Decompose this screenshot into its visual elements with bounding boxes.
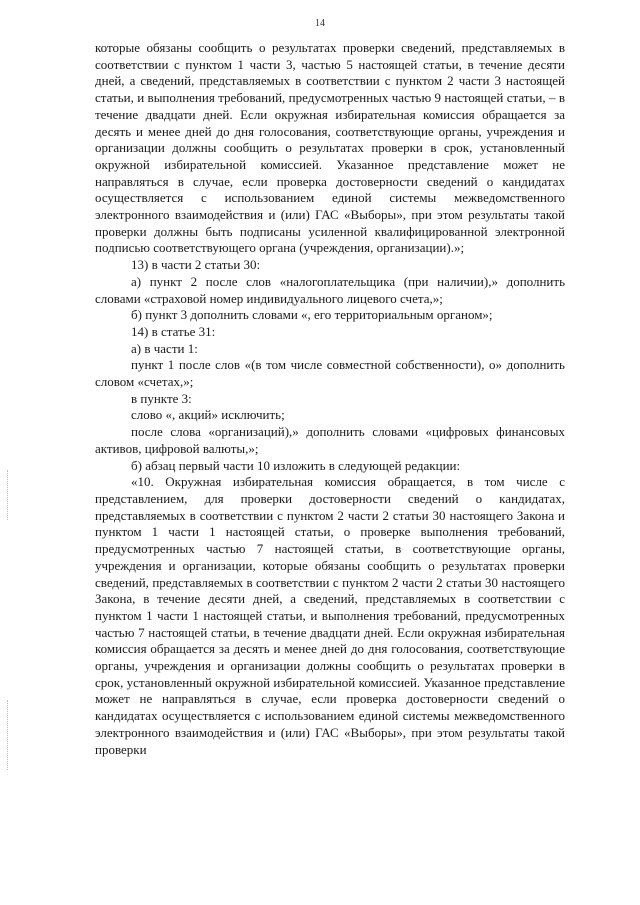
paragraph: «10. Окружная избирательная комиссия обращается, в том числе с представлением, для проверки достоверности сведений о кандидатах, представляемых в соответствии с пунктом 2 части 2 статьи 30 настоящего Закона и пунктом 1 части 1 настоящей статьи, о проверке выполнения требований, предусмотренных частью 7 настоящей статьи, в соответствующие органы, учреждения и организации, которые обязаны сообщить о результатах проверки сведений, представляемых в соответствии с пунктом 2 части 2 статьи 30 настоящего Закона, в течение десяти дней, а сведений, представляемых в соответствии с пунктом 1 части 1 настоящей статьи, и выполнения требований, предусмотренных частью 7 настоящей статьи, в течение двадцати дней. Если окружная избирательная комиссия обращается за десять и менее дней до дня голосования, соответствующие органы, учреждения и организации должны сообщить о результатах проверки в срок, установленный окружной избирательной комиссией. Указанное представление может не направляться в случае, если проверка достоверности сведений о кандидатах осуществляется с использованием единой системы межведомственного электронного взаимодействия и (или) ГАС «Выборы», при этом результаты такой проверки <box>95 474 565 757</box>
paragraph: в пункте 3: <box>131 390 192 406</box>
document-body <box>95 40 565 758</box>
paragraph: б) абзац первый части 10 изложить в следующей редакции: <box>131 457 461 473</box>
paragraph: слово «, акций» исключить; <box>131 407 285 423</box>
scan-edge-marks <box>7 470 10 520</box>
paragraph: а) в части 1: <box>131 340 198 356</box>
paragraph: после слова «организаций),» дополнить словами «цифровых финансовых активов, цифровой валюты,»; <box>95 424 565 456</box>
paragraph: 14) в статье 31: <box>131 323 216 339</box>
paragraph: б) пункт 3 дополнить словами «, его территориальным органом»; <box>131 307 493 323</box>
paragraph: пункт 1 после слов «(в том числе совместной собственности), о» дополнить словом «счетах,»; <box>95 357 565 390</box>
paragraph: а) пункт 2 после слов «налогоплательщика (при наличии),» дополнить словами «страховой номер индивидуального лицевого счета,»; <box>95 273 565 306</box>
page-number: 14 <box>315 18 325 29</box>
scan-edge-marks <box>7 700 10 770</box>
paragraph: которые обязаны сообщить о результатах проверки сведений, представляемых в соответствии с пунктом 1 части 3, частью 5 настоящей статьи, в течение десяти дней, а сведений, представляемых в соответствии с пунктом 2 части 3 настоящей статьи, и выполнения требований, предусмотренных частью 9 настоящей статьи, – в течение двадцати дней. Если окружная избирательная комиссия обращается за десять и менее дней до дня голосования, соответствующие органы, учреждения и организации должны сообщить о результатах проверки в срок, установленный окружной избирательной комиссией. Указанное представление может не направляться в случае, если проверка достоверности сведений о кандидатах осуществляется с использованием единой системы межведомственного электронного взаимодействия и (или) ГАС «Выборы», при этом результаты такой проверки должны быть подписаны усиленной квалифицированной электронной подписью соответствующего органа (учреждения, организации).»; <box>95 40 565 256</box>
paragraph: 13) в части 2 статьи 30: <box>131 257 261 273</box>
